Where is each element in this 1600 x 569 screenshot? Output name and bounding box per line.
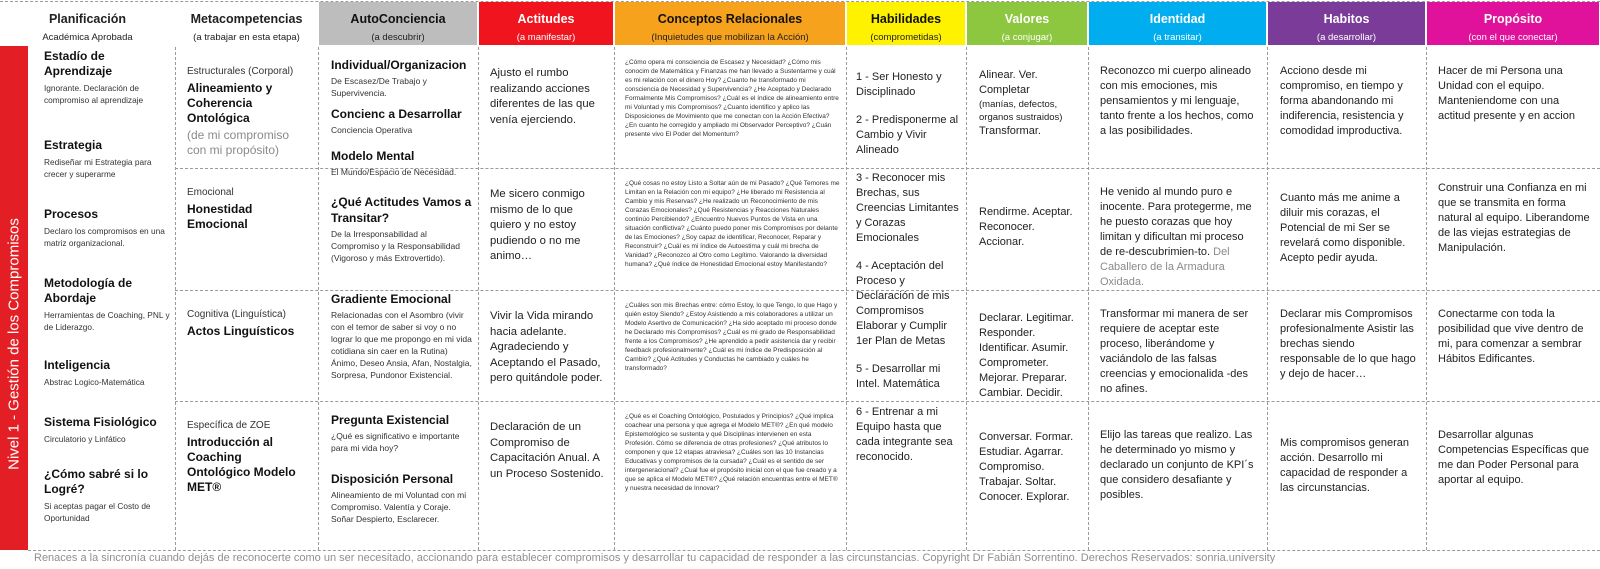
header-subtitle: (Inquietudes que mobilizan la Acción)	[651, 32, 809, 43]
actitud-text: Me sicero conmigo mismo de lo que quiero y no estoy pudiendo o no me animo…	[490, 188, 585, 262]
header-subtitle: (comprometidas)	[870, 32, 942, 43]
level-band	[0, 46, 28, 550]
habito-text: Mis compromisos generan acción. Desarrollo mi capacidad de responder a las circunstancias.	[1280, 437, 1409, 494]
planificacion-title: ¿Cómo sabré si lo Logré?	[44, 467, 149, 496]
identidad-main: Transformar mi manera de ser requiere de aceptar este proceso, liberándome y vaciándolo de las falsas creencias y emocionalida -des no afines.	[1100, 308, 1249, 395]
planificacion-title: Metodología de Abordaje	[44, 276, 132, 305]
identidad-text	[1100, 428, 1258, 503]
autoconciencia-item	[331, 194, 475, 264]
table-bottom-border	[28, 550, 1600, 551]
autoconciencia-item	[331, 57, 475, 99]
proposito-text: Desarrollar algunas Competencias Específicas que me dan Poder Personal para aportar al equipo.	[1438, 429, 1590, 486]
habito-text: Cuanto más me anime a diluir mis corazas, el Potencial de mi Ser se revelará como disponible. Acepto pedir ayuda.	[1280, 192, 1406, 264]
planificacion-title: Estadío de Aprendizaje	[44, 49, 113, 78]
autoconciencia-desc: Conciencia Operativa	[331, 125, 413, 135]
valor-cell	[967, 291, 1087, 400]
habito-text: Declarar mis Compromisos profesionalmente Asistir las brechas siendo responsable de lo que hago y dejo de hacer…	[1280, 308, 1416, 380]
planificacion-desc: Herramientas de Coaching, PNL y de Liderazgo.	[44, 310, 170, 332]
metacompetencia-name: Alineamiento y Coherencia Ontológica	[187, 81, 273, 125]
metacompetencia-type: Cognitiva (Linguística)	[187, 309, 286, 320]
concepto-questions: ¿Cuáles son mis Brechas entre: cómo Estoy, lo que Tengo, lo que Hago y quién estoy Siendo? ¿Estoy Asistiendo a mis colaboradores a utilizar un Modelo Asertivo de Comunicación? ¿Ha sido aceptado mi proceso donde he Declarado mis Compromisos? ¿Cuál es mi grado de Responsabilidad frente a los Compromisos? ¿He aprendido a pedir asistencia dar y recibir feedback profesionalmente? ¿Cuál es mi índice de Predisposición al Cambio? ¿Qué Actitudes y Conductas he cambiado y cuáles he transformado?	[625, 302, 838, 372]
header-identidad	[1089, 2, 1266, 45]
identidad-main: Elijo las tareas que realizo. Las he determinado yo mismo y declarado un conjunto de KPI´s que considero desafiante y posibles.	[1100, 429, 1254, 501]
valor-tail: Transformar.	[979, 125, 1041, 137]
planificacion-title: Estrategia	[44, 138, 103, 152]
header-actitudes	[479, 2, 613, 45]
header-subtitle: Académica Aprobada	[42, 32, 133, 43]
planificacion-desc: Ignorante. Declaración de compromiso al aprendizaje	[44, 83, 144, 105]
autoconciencia-desc: ¿Qué es significativo e importante para mi vida hoy?	[331, 431, 460, 453]
planificacion-desc: Si aceptas pagar el Costo de Oportunidad	[44, 501, 151, 523]
actitud-text: Ajusto el rumbo realizando acciones diferentes de las que venía ejerciendo.	[490, 67, 595, 126]
habilidad-item: 1 - Ser Honesto y Disciplinado	[856, 71, 942, 98]
header-title: Habitos	[1323, 12, 1370, 26]
metacompetencia-cell	[176, 291, 317, 400]
habilidad-item: 5 - Desarrollar mi Intel. Matemática	[856, 363, 941, 390]
metacompetencia-name: Introducción al Coaching Ontológico Modelo MET®	[187, 435, 296, 494]
planificacion-item	[44, 138, 172, 180]
habilidad-item: 4 - Aceptación del Proceso y Declaración de mis Compromisos Elaborar y Cumplir 1er Plan de Metas	[856, 260, 950, 347]
header-subtitle: (a desarrollar)	[1316, 32, 1377, 43]
header-subtitle: (a descubrir)	[371, 32, 425, 43]
metacompetencia-type: Específica de ZOE	[187, 420, 271, 431]
concepto-questions: ¿Qué cosas no estoy Listo a Soltar aún de mi Pasado? ¿Qué Temores me Limitan en la Relación con mi equipo? ¿He liberado mi Resistencia al Cambio y mis Reservas? ¿He realizado un Reconocimiento de mis Corazas Emocionales? ¿Qué Resistencias y Reacciones Naturales continúo Percibiendo? ¿Encuentro Nuevos Puntos de Vista en una situación conflictiva? ¿Cuánto puedo poner mis Compromisos por delante de las Emociones? ¿Soy capaz de identificar, Reconocer, Reparar y Reconstruir? ¿Cuál es mi índice de Autoestima y cuál mi brecha de Vanidad? ¿Reconozco al Otro como Legítimo. Valorando la diversidad humana? ¿Qué índice de Honestidad Emocional estoy Manifestando?	[625, 180, 840, 268]
valor-text: Alinear. Ver. Completar	[979, 69, 1038, 96]
habilidades-column	[856, 70, 960, 540]
autoconciencia-desc: De la Irresponsabilidad al Compromiso y la Responsabilidad (Vigoroso y más Extrovertido).	[331, 229, 460, 263]
metacompetencia-type: Emocional	[187, 187, 234, 198]
habilidad-item: 6 - Entrenar a mi Equipo hasta que cada integrante sea reconocido.	[856, 406, 953, 463]
actitud-cell	[479, 169, 613, 289]
identidad-text	[1100, 307, 1258, 397]
metacompetencia-name: Honestidad Emocional	[187, 202, 253, 231]
planificacion-item	[44, 467, 172, 524]
autoconciencia-item	[331, 412, 475, 454]
identidad-cell	[1089, 291, 1266, 400]
identidad-cell	[1089, 169, 1266, 289]
habito-cell	[1268, 291, 1425, 400]
header-subtitle: (a manifestar)	[516, 32, 576, 43]
valor-text: Conversar. Formar. Estudiar. Agarrar. Compromiso. Trabajar. Soltar. Conocer. Explorar.	[979, 431, 1074, 503]
habito-cell	[1268, 48, 1425, 167]
autoconciencia-title: Gradiente Emocional	[331, 292, 452, 306]
habito-cell	[1268, 169, 1425, 289]
metacompetencia-cell	[176, 48, 317, 167]
planificacion-desc: Circulatorio y Linfático	[44, 434, 126, 444]
header-proposito	[1427, 2, 1599, 45]
concepto-cell	[615, 291, 845, 400]
planificacion-title: Procesos	[44, 207, 99, 221]
identidad-quote: Del Caballero de la Armadura Oxidada.	[1100, 246, 1230, 288]
header-title: Actitudes	[517, 12, 575, 26]
identidad-text	[1100, 185, 1258, 289]
autoconciencia-item	[331, 291, 475, 381]
header-title: Planificación	[48, 12, 127, 26]
metacompetencia-cell	[176, 169, 317, 289]
autoconciencia-item	[331, 148, 475, 178]
autoconciencia-title: Pregunta Existencial	[331, 413, 450, 427]
metacompetencia-type: Estructurales (Corporal)	[187, 66, 294, 77]
planificacion-item	[44, 276, 172, 333]
identidad-cell	[1089, 402, 1266, 549]
header-title: Valores	[1004, 12, 1050, 26]
autoconciencia-title: Modelo Mental	[331, 149, 415, 163]
concepto-cell	[615, 169, 845, 289]
autoconciencia-title: Concienc a Desarrollar	[331, 107, 462, 121]
identidad-cell	[1089, 48, 1266, 167]
proposito-text: Construir una Confianza en mi que se transmita en forma natural al equipo. Liberandome de las viejas estrategias de Manipulación.	[1438, 182, 1590, 254]
metacompetencia-name: Actos Linguísticos	[187, 324, 295, 338]
autoconciencia-title: Disposición Personal	[331, 472, 454, 486]
header-subtitle: (a trabajar en esta etapa)	[193, 32, 300, 43]
header-title: Metacompetencias	[190, 12, 303, 26]
metacompetencia-note: (de mi compromiso con mi propósito)	[187, 128, 290, 157]
header-title: Conceptos Relacionales	[657, 12, 803, 26]
planificacion-desc: Declaro los compromisos en una matriz organizacional.	[44, 226, 165, 248]
valor-note: (manías, defectos, organos sustraidos)	[979, 99, 1063, 123]
header-conceptos	[615, 2, 845, 45]
header-habitos	[1268, 2, 1425, 45]
autoconciencia-desc: De Escasez/De Trabajo y Supervivencia.	[331, 76, 427, 98]
planificacion-title: Inteligencia	[44, 358, 111, 372]
column-divider	[318, 47, 319, 550]
actitud-cell	[479, 48, 613, 167]
level-label: Nivel 1 - Gestión de los Compromisos	[5, 218, 23, 470]
header-title: Propósito	[1483, 12, 1543, 26]
identidad-main: He venido al mundo puro e inocente. Para protegerme, me he puesto corazas que hoy limitan y dificultan mi proceso de re-descubrimien-to.	[1100, 186, 1252, 258]
autoconciencia-item	[331, 471, 475, 525]
proposito-text: Hacer de mi Persona una Unidad con el equipo. Manteniendome con una actitud presente y en accion	[1438, 65, 1575, 122]
header-valores	[967, 2, 1087, 45]
planificacion-item	[44, 415, 172, 445]
autoconciencia-desc: El Mundo/Espacio de Necesidad.	[331, 167, 457, 177]
autoconciencia-title: ¿Qué Actitudes Vamos a Transitar?	[331, 195, 472, 225]
actitud-cell	[479, 291, 613, 400]
column-divider	[846, 47, 847, 550]
actitud-text: Declaración de un Compromiso de Capacitación Anual. A un Proceso Sostenido.	[490, 421, 604, 480]
header-subtitle: (con el que conectar)	[1468, 32, 1558, 43]
concepto-cell	[615, 402, 845, 549]
valor-cell	[967, 169, 1087, 289]
header-planificacion	[1, 2, 174, 45]
identidad-text	[1100, 64, 1258, 139]
actitud-text: Vivir la Vida mirando hacia adelante. Agradeciendo y Aceptando el Pasado, pero quitándole poder.	[490, 310, 603, 384]
habito-cell	[1268, 402, 1425, 549]
identidad-main: Reconozco mi cuerpo alineado con mis emociones, mis pensamientos y mi lenguaje, tanto frente a los hechos, como a las posibilidades.	[1100, 65, 1254, 137]
header-subtitle: (a conjugar)	[1001, 32, 1053, 43]
habilidad-item: 3 - Reconocer mis Brechas, sus Creencias Limitantes y Corazas Emocionales	[856, 172, 959, 244]
planificacion-desc: Rediseñar mi Estrategia para crecer y superarme	[44, 157, 152, 179]
planificacion-desc: Abstrac Logico-Matemática	[44, 377, 145, 387]
habilidad-item: 2 - Predisponerme al Cambio y Vivir Alineado	[856, 114, 959, 156]
header-title: AutoConciencia	[350, 12, 446, 26]
habito-text: Acciono desde mi compromiso, en tiempo y forma abandonando mi indiferencia, resistencia y comodidad improductiva.	[1280, 65, 1404, 137]
concepto-questions: ¿Cómo opera mi consciencia de Escasez y Necesidad? ¿Cómo mis conocim de Matemática y Finanzas me han llevado a Sustentarme y cuál es mi relación con el dinero Hoy? ¿Cuanto he transformado mi consciencia de Necesidad y Supervivencia? ¿He Aceptado y Declarado Formalmente Mis Compromisos? ¿Cuál es el índice de alineamiento entre mi Voluntad y mis Compromisos? ¿Cuanto identifico y aplico las Disposiciones de Movimiento que me conectan con la Acción Efectiva? ¿En cuanto he corregido y ampliado mi Observador Perceptivo? ¿Cuán presente vivo El Poder del Momentum?	[625, 59, 839, 138]
valor-cell	[967, 402, 1087, 549]
valor-text: Rendirme. Aceptar. Reconocer. Accionar.	[979, 206, 1073, 248]
actitud-cell	[479, 402, 613, 549]
proposito-cell	[1427, 48, 1599, 167]
autoconciencia-title: Individual/Organizacion	[331, 58, 467, 72]
header-top-border	[0, 1, 1600, 2]
valor-text: Declarar. Legitimar. Responder. Identificar. Asumir. Comprometer. Mejorar. Preparar. Cambiar. Decidir.	[979, 312, 1074, 399]
header-metacompetencias	[176, 2, 317, 45]
planificacion-item	[44, 207, 172, 249]
proposito-cell	[1427, 169, 1599, 289]
proposito-cell	[1427, 402, 1599, 549]
autoconciencia-desc: Alineamiento de mi Voluntad con mi Compromiso. Valentía y Coraje. Soñar Despierto, Esclarecer.	[331, 490, 467, 524]
header-title: Identidad	[1149, 12, 1206, 26]
header-habilidades	[847, 2, 965, 45]
proposito-cell	[1427, 291, 1599, 400]
planificacion-title: Sistema Fisiológico	[44, 415, 157, 429]
header-title: Habilidades	[870, 12, 942, 26]
proposito-text: Conectarme con toda la posibilidad que vive dentro de mi, para comenzar a sembrar Hábitos Edificantes.	[1438, 308, 1584, 365]
autoconciencia-desc: Relacionadas con el Asombro (vivir con el temor de saber si voy o no lograr lo que me propongo en mi vida cotidiana sin caer en la Rutina) Ánimo, Deseo Ansia, Afan, Nostalgia, Sorpresa, Pundonor Existencial.	[331, 310, 472, 380]
concepto-questions: ¿Qué es el Coaching Ontológico, Postulados y Principios? ¿Qué implica coachear una persona y que agrega el Modelo MET®? ¿En qué modelo Epistemológico se sustenta y qué Disciplinas intervienen en esta Profesión. Cómo se diferencia de otras profesiones? ¿Qué atributos lo componen y que 12 etapas atraviesa? ¿Cuáles son las 10 Instancias Educativas y compromisos de la cursada? ¿Cuál es el sentido de ser intergeneracional? ¿Cual fue el propósito inicial con el que fue creado y a que se aplica el Modelo MET®? ¿Qué relación encuentras entre el MET® y nuestra necesidad de Innovar?	[625, 413, 838, 492]
header-autoconciencia	[319, 2, 477, 45]
header-subtitle: (a transitar)	[1153, 32, 1202, 43]
valor-cell	[967, 48, 1087, 167]
footer-copyright: Renaces a la sincronía cuando dejás de reconocerte como un ser necesitado, accionando para establecer compromisos y desarrollar tu capacidad de responder a las circunstancias. Copyright Dr Fabián Sorrentino. Derechos Reservados: sonria.university	[34, 552, 1276, 564]
concepto-cell	[615, 48, 845, 167]
planificacion-item	[44, 358, 172, 388]
autoconciencia-item	[331, 106, 475, 136]
planificacion-item	[44, 49, 172, 106]
metacompetencia-cell	[176, 402, 317, 549]
